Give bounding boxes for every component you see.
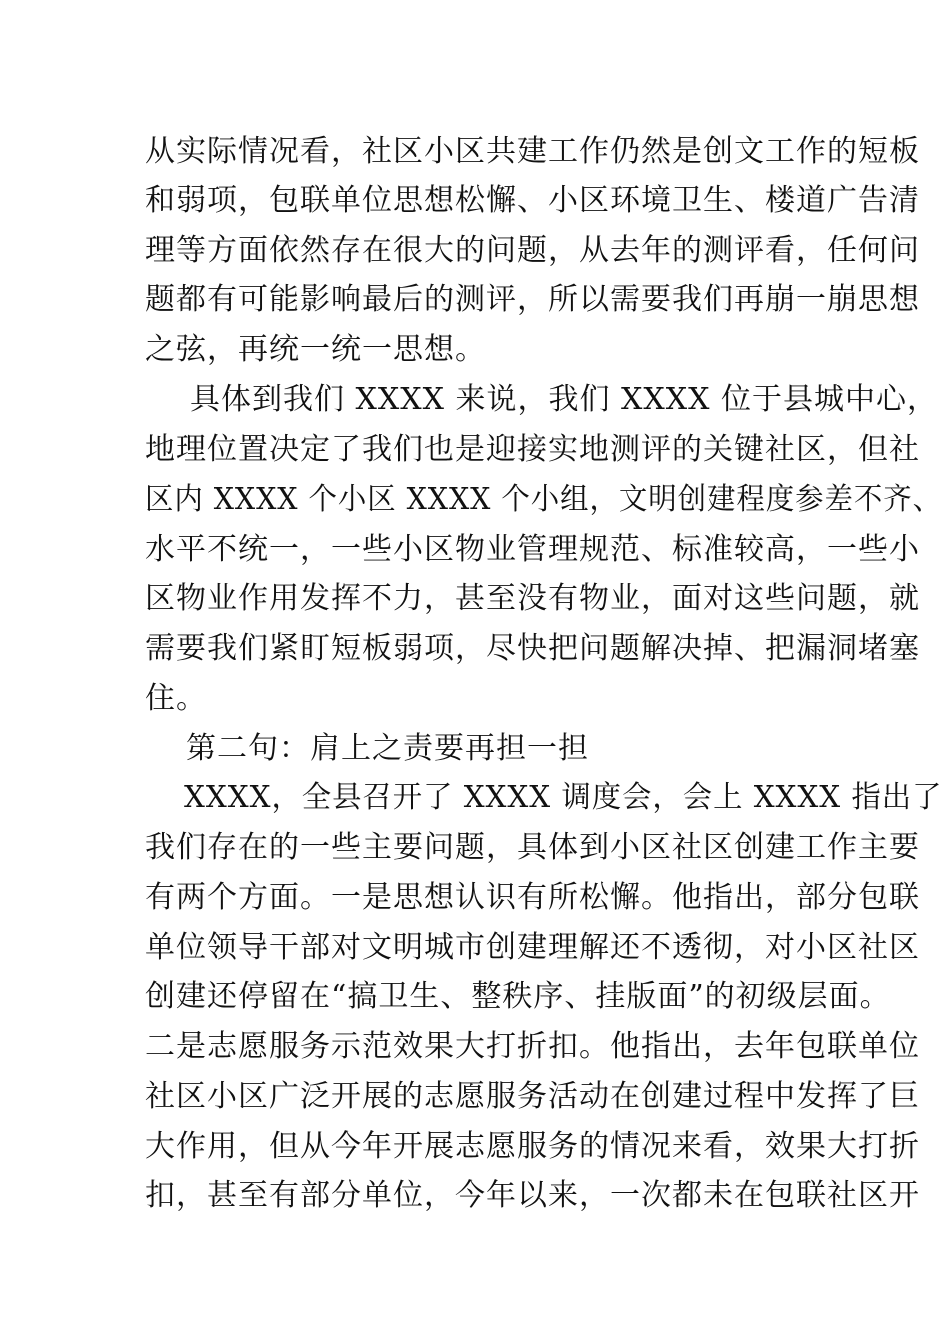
body-text-line: 和弱项，包联单位思想松懈、小区环境卫生、楼道广告清 [145, 183, 920, 218]
body-text-line: 单位领导干部对文明城市创建理解还不透彻，对小区社区 [145, 930, 920, 965]
body-text-line: 扣，甚至有部分单位，今年以来，一次都未在包联社区开 [145, 1178, 920, 1213]
body-text-line: 我们存在的一些主要问题，具体到小区社区创建工作主要 [145, 830, 920, 865]
body-text-line: 创建还停留在“搞卫生、整秩序、挂版面”的初级层面。 [145, 979, 891, 1014]
body-text-line: 有两个方面。一是思想认识有所松懈。他指出，部分包联 [145, 880, 920, 915]
section-heading: 第二句：肩上之责要再担一担 [186, 731, 589, 766]
body-text-line: 从实际情况看，社区小区共建工作仍然是创文工作的短板 [145, 134, 920, 169]
body-text-line: 之弦，再统一统一思想。 [145, 332, 486, 367]
body-text-line: 地理位置决定了我们也是迎接实地测评的关键社区，但社 [145, 432, 920, 467]
paragraph-first-line: XXXX，全县召开了 XXXX 调度会，会上 XXXX 指出了 [184, 780, 943, 815]
body-text-line: 理等方面依然存在很大的问题，从去年的测评看，任何问 [145, 233, 920, 268]
body-text-line: 住。 [145, 681, 207, 716]
body-text-line: 区物业作用发挥不力，甚至没有物业，面对这些问题，就 [145, 581, 920, 616]
body-text-line: 需要我们紧盯短板弱项，尽快把问题解决掉、把漏洞堵塞 [145, 631, 920, 666]
body-text-line: 大作用，但从今年开展志愿服务的情况来看，效果大打折 [145, 1129, 920, 1164]
body-text-line: 社区小区广泛开展的志愿服务活动在创建过程中发挥了巨 [145, 1079, 920, 1114]
body-text-line: 二是志愿服务示范效果大打折扣。他指出，去年包联单位 [145, 1029, 920, 1064]
body-text-line: 水平不统一，一些小区物业管理规范、标准较高，一些小 [145, 532, 920, 567]
body-text-line: 区内 XXXX 个小区 XXXX 个小组，文明创建程度参差不齐、 [145, 482, 943, 517]
paragraph-first-line: 具体到我们 XXXX 来说，我们 XXXX 位于县城中心， [190, 382, 939, 417]
body-text-line: 题都有可能影响最后的测评，所以需要我们再崩一崩思想 [145, 282, 920, 317]
